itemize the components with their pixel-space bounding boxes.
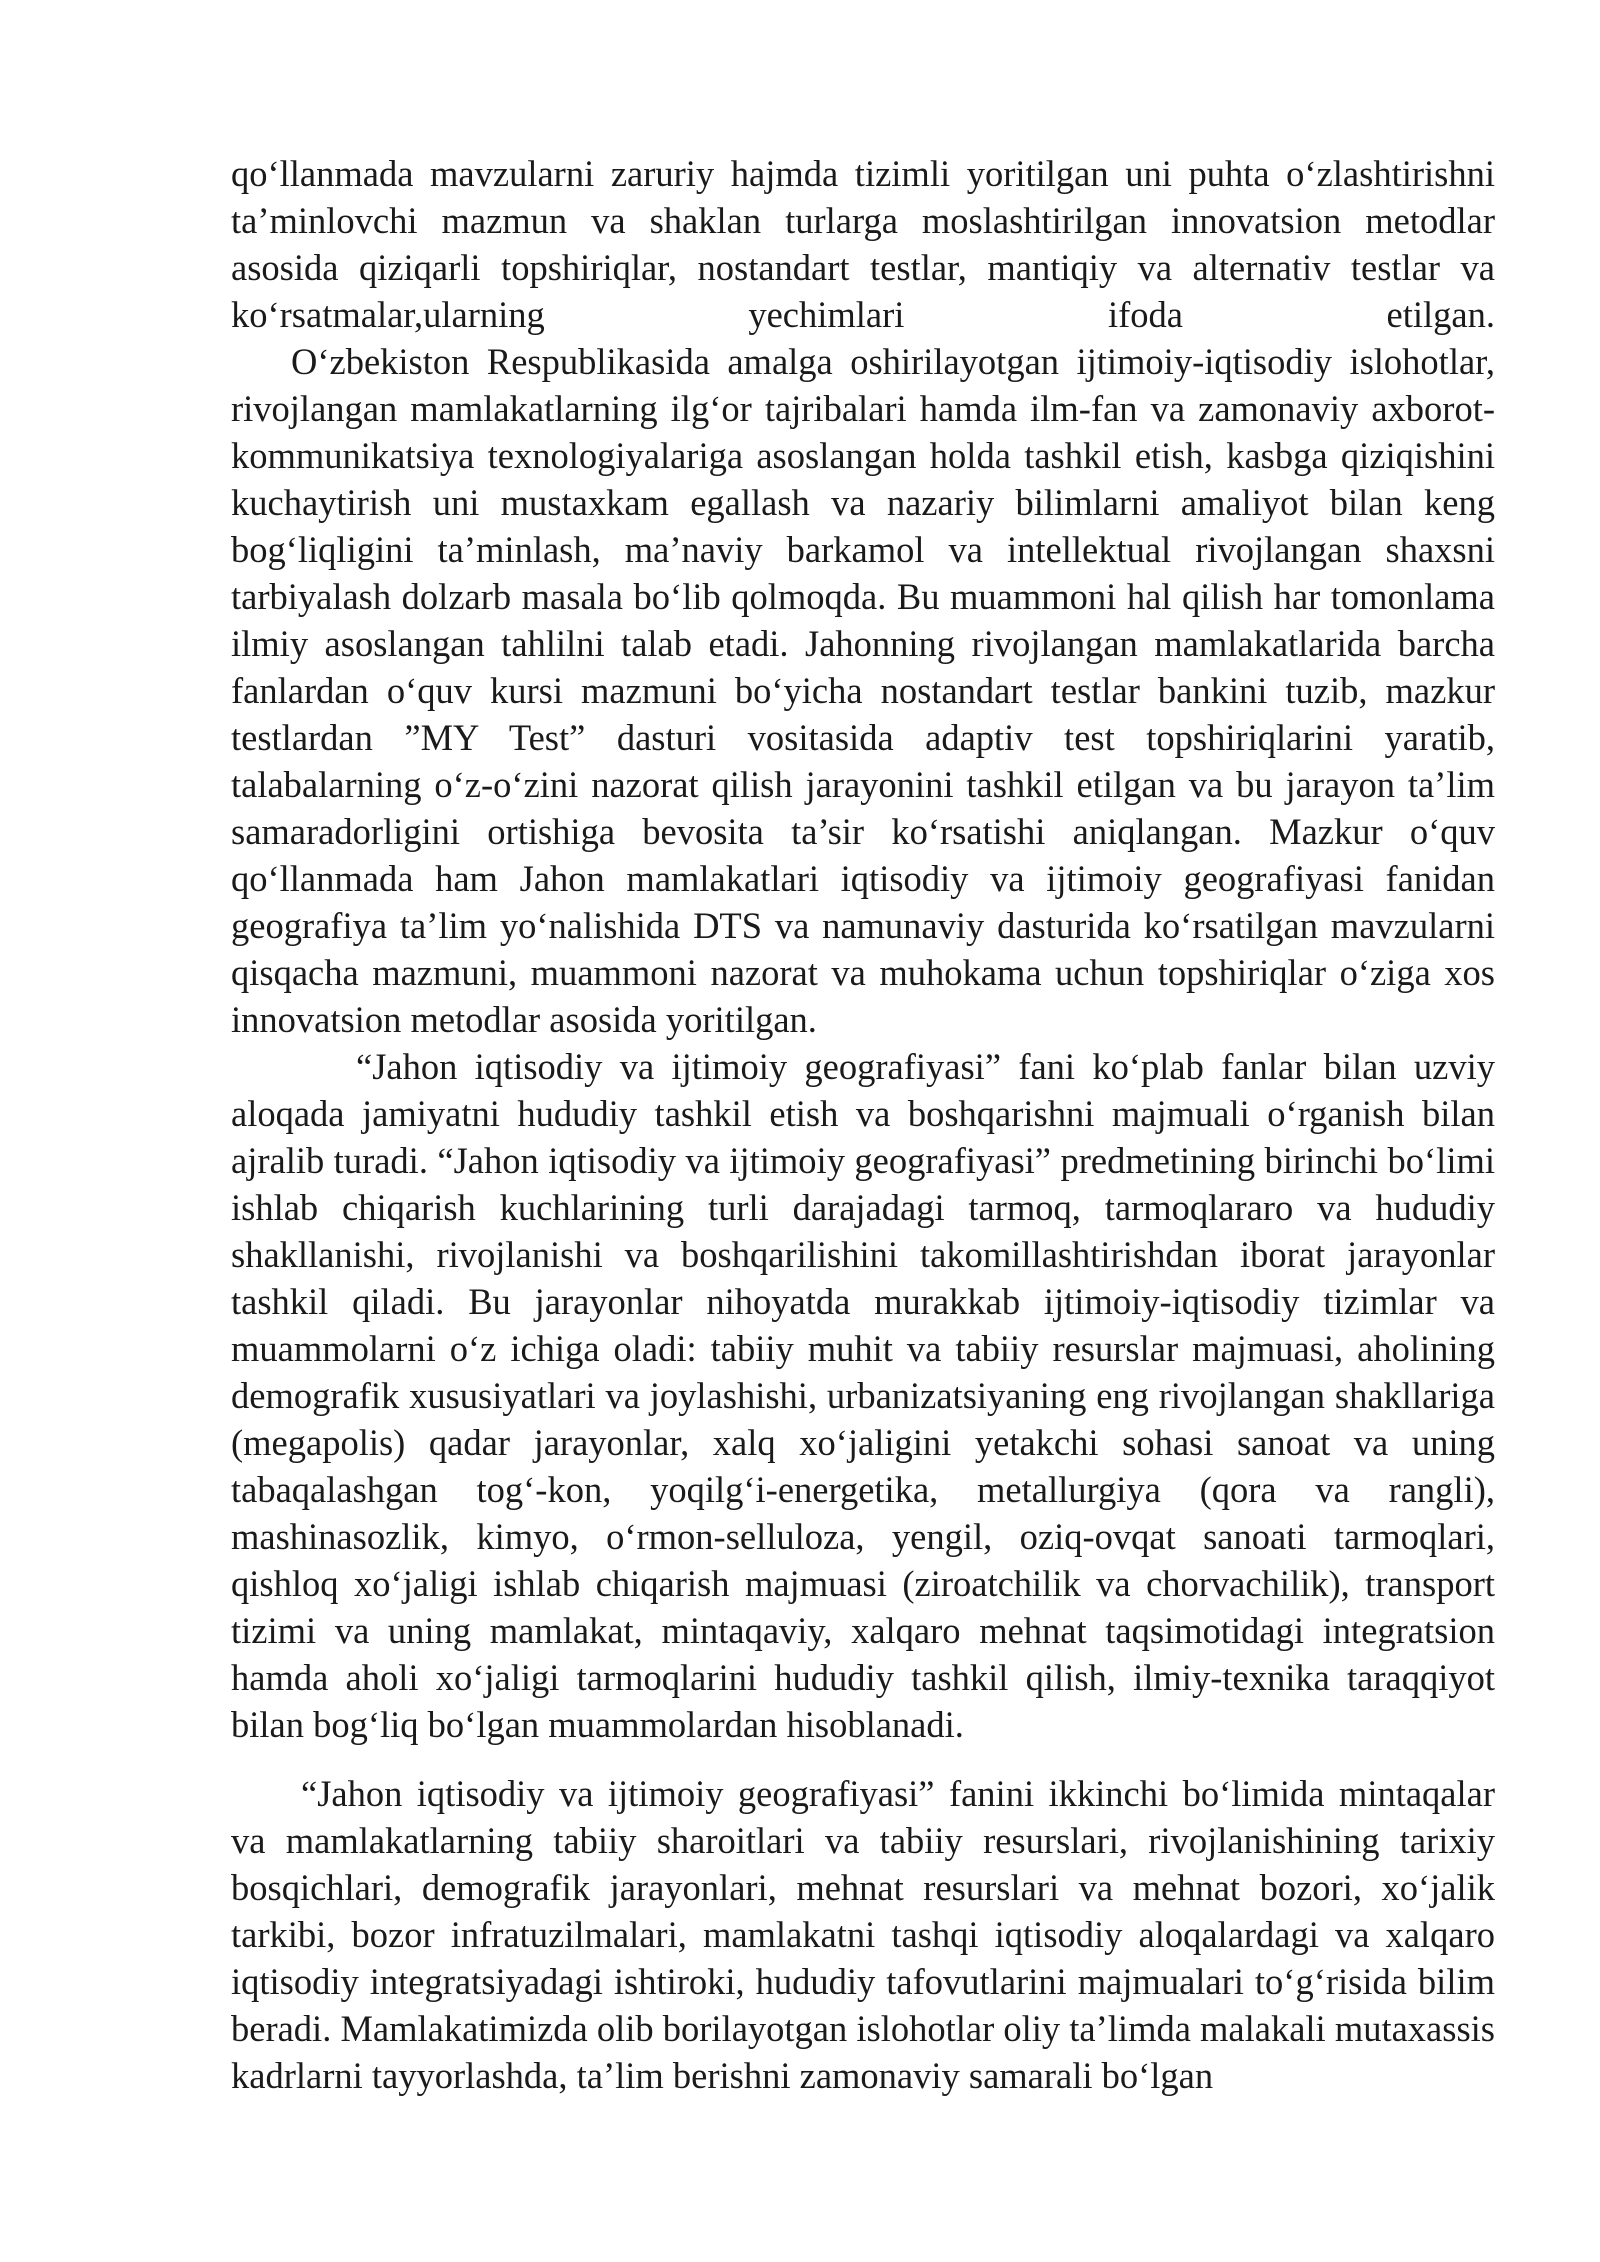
- paragraph-intro: qo‘llanmada mavzularni zaruriy hajmda tizimli yoritilgan uni puhta o‘zlashtirishni ta’minlovchi mazmun va shaklan turlarga moslashtirilgan innovatsion metodlar asosida qiziqarli topshiriqlar, nostandart testlar, mantiqiy va alternativ testlar va ko‘rsatmalar,ularning yechimlari ifoda etilgan.: [231, 153, 1495, 335]
- paragraph-reforms: O‘zbekiston Respublikasida amalga oshirilayotgan ijtimoiy-iqtisodiy islohotlar, rivojlangan mamlakatlarning ilg‘or tajribalari hamda ilm-fan va zamonaviy axborot-kommunikatsiya texnologiyalariga asoslangan holda tashkil etish, kasbga qiziqishini kuchaytirish uni mustaxkam egallash va nazariy bilimlarni amaliyot bilan keng bog‘liqligini ta’minlash, ma’naviy barkamol va intellektual rivojlangan shaxsni tarbiyalash dolzarb masala bo‘lib qolmoqda. Bu muammoni hal qilish har tomonlama ilmiy asoslangan tahlilni talab etadi. Jahonning rivojlangan mamlakatlarida barcha fanlardan o‘quv kursi mazmuni bo‘yicha nostandart testlar bankini tuzib, mazkur testlardan ”MY Test” dasturi vositasida adaptiv test topshiriqlarini yaratib, talabalarning o‘z-o‘zini nazorat qilish jarayonini tashkil etilgan va bu jarayon ta’lim samaradorligini ortishiga bevosita ta’sir ko‘rsatishi aniqlangan. Mazkur o‘quv qo‘llanmada ham Jahon mamlakatlari iqtisodiy va ijtimoiy geografiyasi fanidan geografiya ta’lim yo‘nalishida DTS va namunaviy dasturida ko‘rsatilgan mavzularni qisqacha mazmuni, muammoni nazorat va muhokama uchun topshiriqlar o‘ziga xos innovatsion metodlar asosida yoritilgan.: [231, 341, 1495, 1040]
- paragraph-first-section: “Jahon iqtisodiy va ijtimoiy geografiyasi” fani ko‘plab fanlar bilan uzviy aloqada jamiyatni hududiy tashkil etish va boshqarishni majmuali o‘rganish bilan ajralib turadi. “Jahon iqtisodiy va ijtimoiy geografiyasi” predmetining birinchi bo‘limi ishlab chiqarish kuchlarining turli darajadagi tarmoq, tarmoqlararo va hududiy shakllanishi, rivojlanishi va boshqarilishini takomillashtirishdan iborat jarayonlar tashkil qiladi. Bu jarayonlar nihoyatda murakkab ijtimoiy-iqtisodiy tizimlar va muammolarni o‘z ichiga oladi: tabiiy muhit va tabiiy resurslar majmuasi, aholining demografik xususiyatlari va joylashishi, urbanizatsiyaning eng rivojlangan shakllariga (megapolis) qadar jarayonlar, xalq xo‘jaligini yetakchi sohasi sanoat va uning tabaqalashgan tog‘-kon, yoqilg‘i-energetika, metallurgiya (qora va rangli), mashinasozlik, kimyo, o‘rmon-selluloza, yengil, oziq-ovqat sanoati tarmoqlari, qishloq xo‘jaligi ishlab chiqarish majmuasi (ziroatchilik va chorvachilik), transport tizimi va uning mamlakat, mintaqaviy, xalqaro mehnat taqsimotidagi integratsion hamda aholi xo‘jaligi tarmoqlarini hududiy tashkil qilish, ilmiy-texnika taraqqiyot bilan bog‘liq bo‘lgan muammolardan hisoblanadi.: [231, 1046, 1495, 1745]
- document-page: [231, 150, 1495, 2099]
- paragraph-second-section: “Jahon iqtisodiy va ijtimoiy geografiyasi” fanini ikkinchi bo‘limida mintaqalar va mamlakatlarning tabiiy sharoitlari va tabiiy resurslari, rivojlanishining tarixiy bosqichlari, demografik jarayonlari, mehnat resurslari va mehnat bozori, xo‘jalik tarkibi, bozor infratuzilmalari, mamlakatni tashqi iqtisodiy aloqalardagi va xalqaro iqtisodiy integratsiyadagi ishtiroki, hududiy tafovutlarini majmualari to‘g‘risida bilim beradi. Mamlakatimizda olib borilayotgan islohotlar oliy ta’limda malakali mutaxassis kadrlarni tayyorlashda, ta’lim berishni zamonaviy samarali bo‘lgan: [231, 1773, 1496, 2096]
